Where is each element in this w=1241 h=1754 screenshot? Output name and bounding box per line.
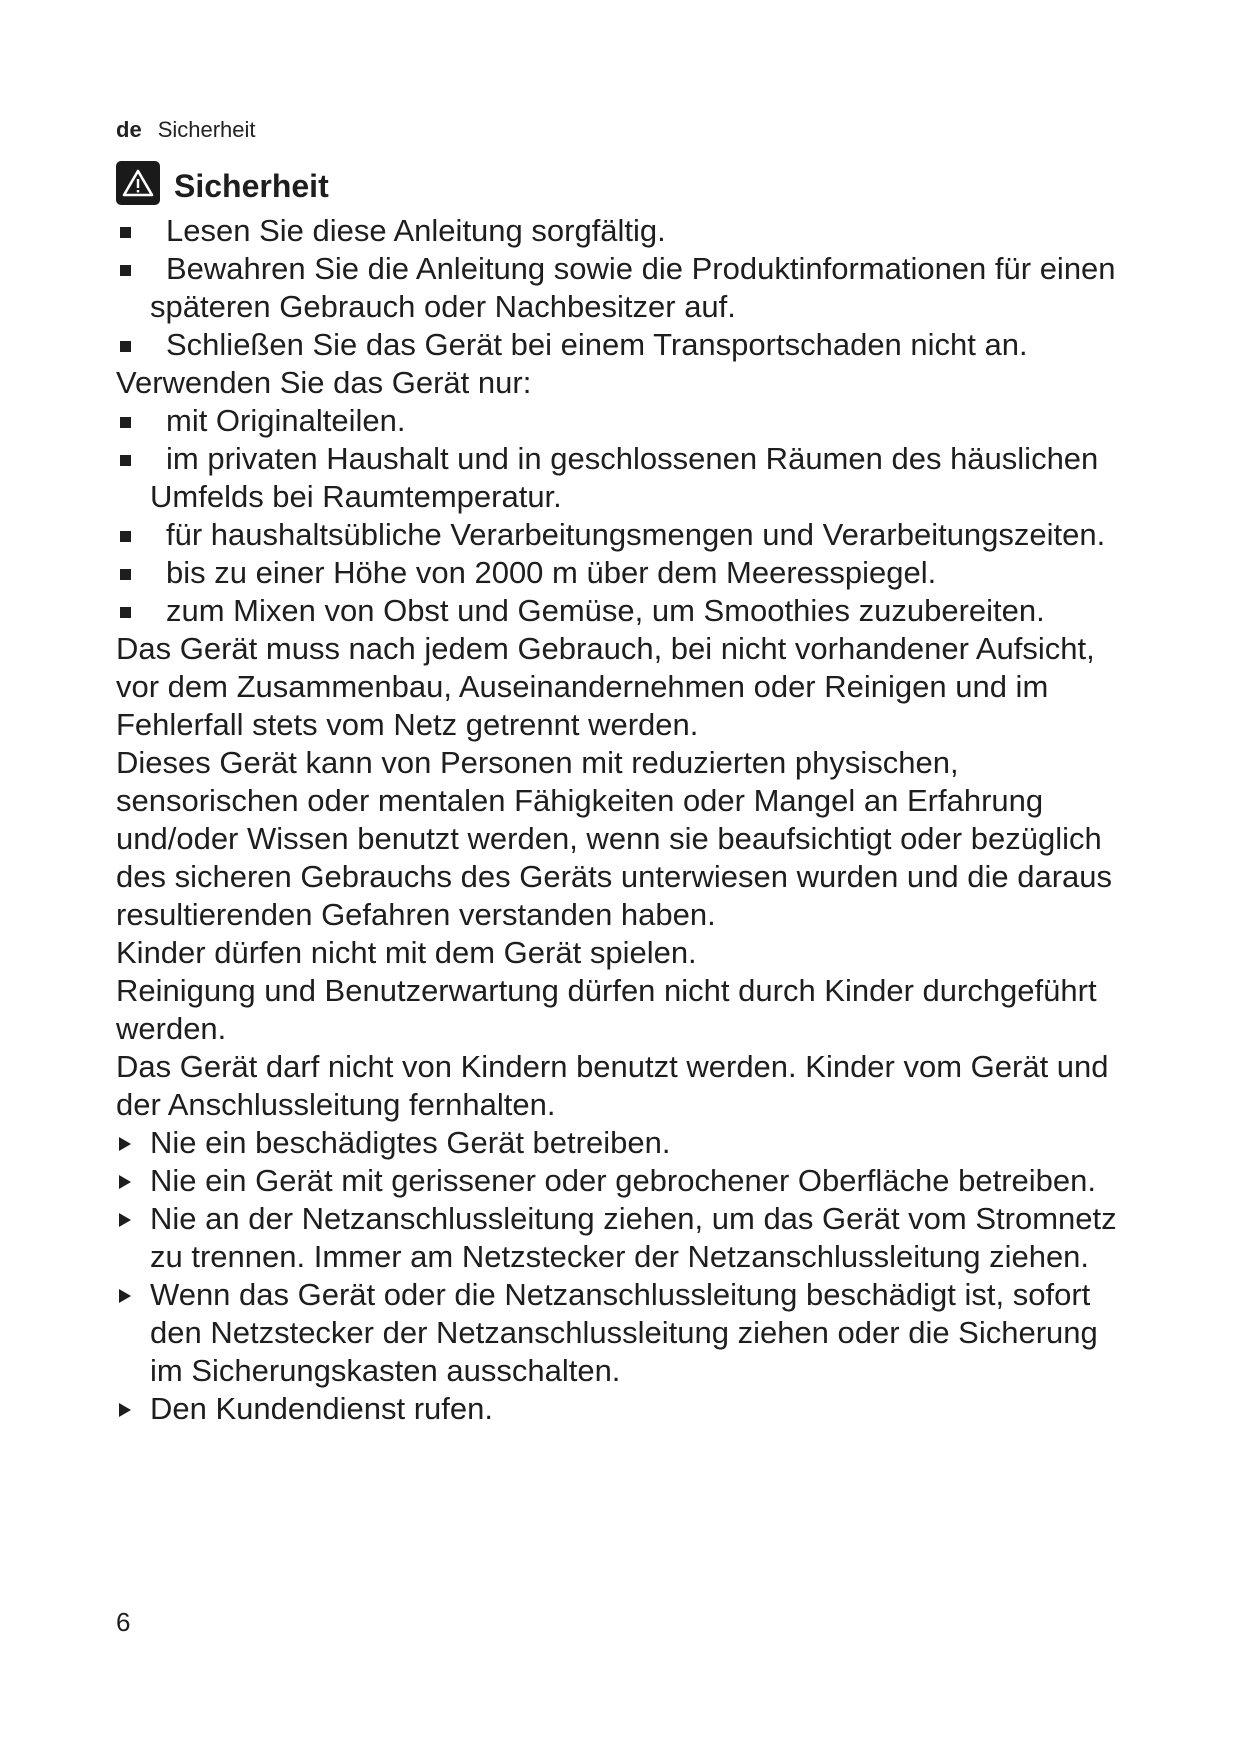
- action-item: Den Kundendienst rufen.: [116, 1390, 1136, 1428]
- language-code: de: [116, 117, 142, 142]
- list-item: für haushaltsübliche Verarbeitungsmengen und Verarbeitungszeiten.: [116, 516, 1136, 554]
- square-bullet-icon: [120, 341, 131, 352]
- list-item: Schließen Sie das Gerät bei einem Transportschaden nicht an.: [116, 326, 1136, 364]
- intro-bullet-list: [116, 212, 1136, 364]
- use-bullet-list: [116, 402, 1136, 630]
- paragraph-children-use: Das Gerät darf nicht von Kindern benutzt werden. Kinder vom Gerät und der Anschlussleitung fernhalten.: [116, 1049, 1109, 1122]
- square-bullet-icon: [120, 531, 131, 542]
- triangle-bullet-icon: [119, 1137, 131, 1151]
- square-bullet-icon: [120, 417, 131, 428]
- square-bullet-icon: [120, 265, 131, 276]
- list-item: Bewahren Sie die Anleitung sowie die Produktinformationen für einen späteren Gebrauch oder Nachbesitzer auf.: [116, 250, 1136, 326]
- page-content: [116, 158, 1136, 1428]
- action-item: Nie ein beschädigtes Gerät betreiben.: [116, 1124, 1136, 1162]
- list-item: bis zu einer Höhe von 2000 m über dem Meeresspiegel.: [116, 554, 1136, 592]
- triangle-bullet-icon: [119, 1175, 131, 1189]
- action-item: Nie ein Gerät mit gerissener oder gebrochener Oberfläche betreiben.: [116, 1162, 1136, 1200]
- triangle-bullet-icon: [119, 1403, 131, 1417]
- page-number: 6: [116, 1607, 131, 1637]
- list-item: im privaten Haushalt und in geschlossenen Räumen des häuslichen Umfelds bei Raumtemperatur.: [116, 440, 1136, 516]
- section-heading: [116, 158, 1136, 208]
- action-item: Nie an der Netzanschlussleitung ziehen, um das Gerät vom Stromnetz zu trennen. Immer am Netzstecker der Netzanschlussleitung ziehen.: [116, 1200, 1136, 1276]
- use-heading: Verwenden Sie das Gerät nur:: [116, 365, 532, 400]
- square-bullet-icon: [120, 607, 131, 618]
- paragraph-persons: Dieses Gerät kann von Personen mit reduzierten physischen, sensorischen oder mentalen Fähigkeiten oder Mangel an Erfahrung und/oder Wissen benutzt werden, wenn sie beaufsichtigt oder bezüglich des sicheren Gebrauchs des Geräts unterwiesen wurden und die daraus resultierenden Gefahren verstanden haben.: [116, 745, 1113, 932]
- list-item: Lesen Sie diese Anleitung sorgfältig.: [116, 212, 1136, 250]
- triangle-bullet-icon: [119, 1213, 131, 1227]
- square-bullet-icon: [120, 227, 131, 238]
- page-title: Sicherheit: [174, 168, 329, 204]
- header-section: Sicherheit: [157, 117, 256, 142]
- square-bullet-icon: [120, 569, 131, 580]
- paragraph-disconnect: Das Gerät muss nach jedem Gebrauch, bei nicht vorhandener Aufsicht, vor dem Zusammenbau, Auseinandernehmen oder Reinigen und im Fehlerfall stets vom Netz getrennt werden.: [116, 631, 1095, 742]
- square-bullet-icon: [120, 455, 131, 466]
- list-item: zum Mixen von Obst und Gemüse, um Smoothies zuzubereiten.: [116, 592, 1136, 630]
- paragraph-children-play: Kinder dürfen nicht mit dem Gerät spielen.: [116, 935, 697, 970]
- action-item: Wenn das Gerät oder die Netzanschlussleitung beschädigt ist, sofort den Netzstecker der Netzanschlussleitung ziehen oder die Sicherung im Sicherungskasten ausschalten.: [116, 1276, 1136, 1390]
- running-header: [116, 116, 256, 144]
- action-list: [116, 1124, 1136, 1428]
- warning-triangle-icon: [116, 161, 160, 205]
- list-item: mit Originalteilen.: [116, 402, 1136, 440]
- paragraph-children-cleaning: Reinigung und Benutzerwartung dürfen nicht durch Kinder durchgeführt werden.: [116, 973, 1097, 1046]
- triangle-bullet-icon: [119, 1289, 131, 1303]
